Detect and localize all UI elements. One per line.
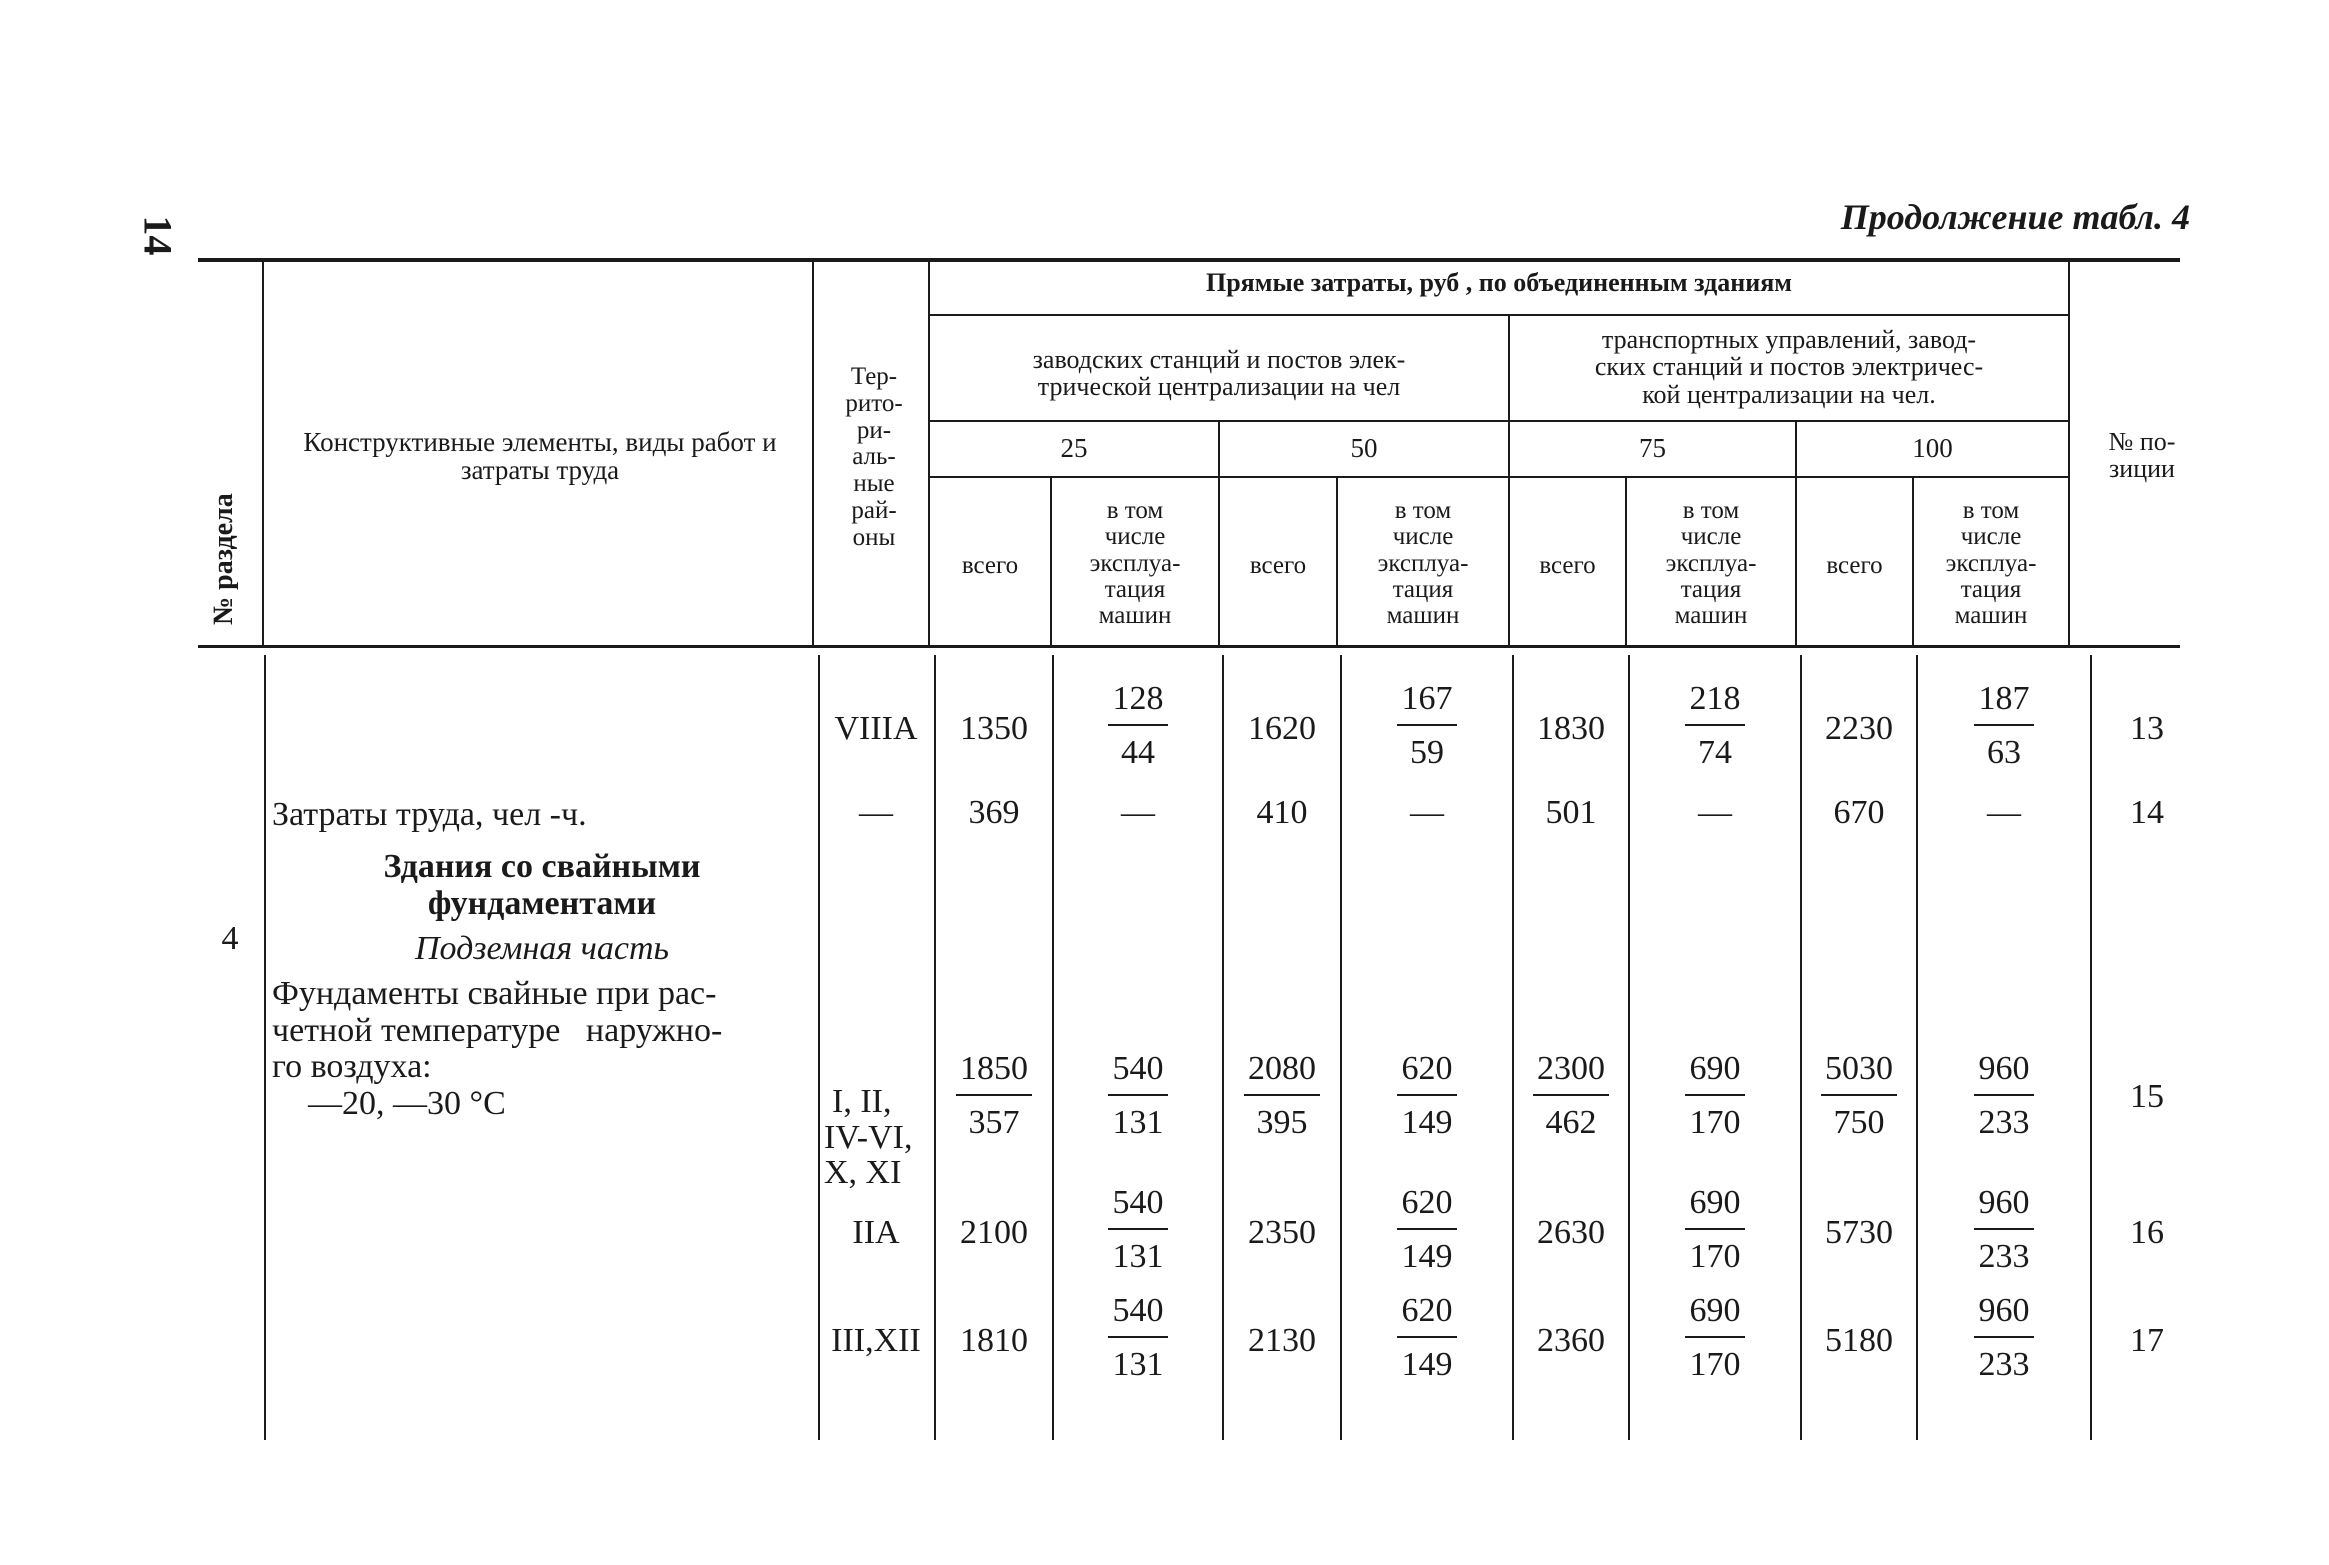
vrule-h1 bbox=[262, 262, 264, 645]
fraction-bottom: 131 bbox=[1112, 1346, 1164, 1383]
section-number: 4 bbox=[221, 920, 239, 957]
regions-line: ри- bbox=[856, 416, 892, 444]
group-a-line: заводских станций и постов элек- bbox=[1032, 345, 1406, 374]
fraction-top: 1850 bbox=[960, 1050, 1028, 1087]
group-a-header bbox=[930, 346, 1508, 401]
total-cell: 2630 bbox=[1537, 1214, 1605, 1251]
fraction-cell bbox=[1054, 682, 1222, 770]
position-no-header bbox=[2072, 428, 2212, 483]
fraction-cell bbox=[1054, 1186, 1222, 1274]
region-line: I, II, bbox=[832, 1083, 892, 1120]
fraction-bottom: 149 bbox=[1401, 1346, 1453, 1383]
fraction-top: 690 bbox=[1689, 1184, 1741, 1221]
heading-line: Здания со свайными bbox=[383, 848, 701, 885]
total-cell: 670 bbox=[1833, 794, 1885, 831]
sub-total-4: всего bbox=[1826, 552, 1883, 579]
fraction-top: 960 bbox=[1978, 1050, 2030, 1087]
region-line: IV-VI, bbox=[824, 1118, 913, 1156]
position-cell: 16 bbox=[2130, 1214, 2164, 1251]
position-cell: 15 bbox=[2130, 1078, 2164, 1115]
fraction-cell bbox=[1342, 682, 1512, 770]
sub-incl-3 bbox=[1627, 498, 1795, 629]
fraction-top: 218 bbox=[1689, 680, 1741, 717]
vrule-b5 bbox=[1222, 655, 1224, 1440]
group-b-line: ских станций и постов электричес- bbox=[1594, 352, 1984, 382]
incl-line: в том bbox=[1962, 497, 2020, 524]
incl-line: числе bbox=[1392, 523, 1454, 551]
incl-line: машин bbox=[1674, 602, 1748, 629]
pile-temp: —20, —30 °С bbox=[308, 1085, 506, 1123]
fraction-cell bbox=[936, 1052, 1052, 1140]
incl-line: тация bbox=[1680, 575, 1742, 603]
fraction-cell bbox=[1918, 1294, 2090, 1382]
fraction-cell bbox=[1054, 1294, 1222, 1382]
vrule-h4 bbox=[2068, 262, 2070, 645]
sub-incl-4 bbox=[1914, 498, 2068, 629]
fraction-top: 2080 bbox=[1248, 1050, 1316, 1087]
direct-costs-header: Прямые затраты, руб , по объединенным зданиям bbox=[1206, 268, 1792, 297]
total-cell: 2130 bbox=[1248, 1322, 1316, 1359]
group-b-line: транспортных управлений, завод- bbox=[1601, 325, 1977, 354]
regions-line: Тер- bbox=[850, 363, 898, 390]
fraction-top: 187 bbox=[1978, 680, 2030, 717]
total-cell: 2100 bbox=[960, 1214, 1028, 1251]
incl-line: тация bbox=[1104, 575, 1166, 603]
fraction-top: 620 bbox=[1401, 1050, 1453, 1087]
vrule-b2 bbox=[818, 655, 820, 1440]
fraction-bottom: 357 bbox=[968, 1104, 1020, 1141]
fraction-bottom: 233 bbox=[1978, 1346, 2030, 1383]
incl-line: в том bbox=[1682, 497, 1740, 524]
vrule-h2 bbox=[812, 262, 814, 645]
position-cell: 13 bbox=[2130, 710, 2164, 747]
total-cell: 2350 bbox=[1248, 1214, 1316, 1251]
regions-line: ные bbox=[853, 470, 895, 497]
total-cell: 2360 bbox=[1537, 1322, 1605, 1359]
pile-line: го воздуха: bbox=[272, 1048, 432, 1086]
section-number-header: № раздела bbox=[208, 493, 239, 625]
header-bottom-rule bbox=[198, 645, 2180, 648]
incl-line: числе bbox=[1680, 523, 1742, 551]
vrule-b7 bbox=[1512, 655, 1514, 1440]
elements-header-text: Конструктивные элементы, виды работ и затраты труда bbox=[303, 427, 777, 486]
incl-line: эксплуа- bbox=[1089, 549, 1181, 577]
sub-incl-1 bbox=[1052, 498, 1218, 629]
vrule-b1 bbox=[264, 655, 266, 1440]
position-line: № по- bbox=[2108, 427, 2176, 456]
fraction-bottom: 170 bbox=[1689, 1104, 1741, 1141]
incl-line: в том bbox=[1394, 497, 1452, 524]
pile-text bbox=[272, 976, 812, 1123]
incl-line: эксплуа- bbox=[1945, 549, 2037, 577]
fraction-top: 690 bbox=[1689, 1050, 1741, 1087]
fraction-cell bbox=[1342, 1294, 1512, 1382]
fraction-bottom: 170 bbox=[1689, 1238, 1741, 1275]
heading-italic: Подземная часть bbox=[414, 930, 670, 967]
total-cell: 1620 bbox=[1248, 710, 1316, 747]
regions-line: аль- bbox=[852, 443, 896, 471]
incl-line: машин bbox=[1098, 602, 1172, 629]
fraction-cell bbox=[1918, 1186, 2090, 1274]
fraction-bottom: 74 bbox=[1698, 734, 1732, 771]
fraction-cell bbox=[1630, 1294, 1800, 1382]
region-cell: — bbox=[859, 794, 893, 831]
incl-line: эксплуа- bbox=[1665, 549, 1757, 577]
sub-total-2: всего bbox=[1249, 552, 1307, 579]
fraction-bottom: 233 bbox=[1978, 1238, 2030, 1275]
pile-line: Фундаменты свайные при рас- bbox=[272, 975, 717, 1012]
group-a-line: трической централизации на чел bbox=[1037, 372, 1401, 402]
position-cell: 17 bbox=[2130, 1322, 2164, 1359]
fraction-cell bbox=[1918, 1052, 2090, 1140]
capacity-100: 100 bbox=[1912, 433, 1953, 463]
incl-line: тация bbox=[1392, 575, 1454, 603]
total-cell: 501 bbox=[1545, 794, 1597, 831]
fraction-cell bbox=[1918, 682, 2090, 770]
incl-cell: — bbox=[1121, 794, 1155, 831]
fraction-top: 2300 bbox=[1537, 1050, 1605, 1087]
fraction-bottom: 395 bbox=[1256, 1104, 1308, 1141]
total-cell: 1350 bbox=[960, 710, 1028, 747]
fraction-bottom: 462 bbox=[1545, 1104, 1597, 1141]
group-b-header bbox=[1510, 326, 2068, 408]
capacity-50: 50 bbox=[1350, 433, 1378, 463]
header-rule-a bbox=[930, 314, 2068, 316]
fraction-top: 620 bbox=[1401, 1292, 1453, 1329]
total-cell: 1830 bbox=[1537, 710, 1605, 747]
header-rule-b bbox=[930, 420, 2068, 422]
group-b-line: кой централизации на чел. bbox=[1642, 379, 1936, 409]
heading-line: фундаментами bbox=[427, 885, 657, 923]
fraction-cell bbox=[1630, 682, 1800, 770]
labor-label: Затраты труда, чел -ч. bbox=[272, 796, 587, 833]
heading-bold bbox=[272, 848, 812, 923]
fraction-cell bbox=[1342, 1052, 1512, 1140]
fraction-bottom: 63 bbox=[1987, 734, 2021, 771]
fraction-top: 960 bbox=[1978, 1184, 2030, 1221]
incl-line: числе bbox=[1960, 523, 2022, 551]
fraction-bottom: 59 bbox=[1410, 734, 1444, 771]
sub-total-1: всего bbox=[961, 552, 1019, 579]
position-line: зиции bbox=[2109, 454, 2175, 484]
fraction-cell bbox=[1054, 1052, 1222, 1140]
fraction-top: 540 bbox=[1112, 1292, 1164, 1329]
region-cell: IIA bbox=[852, 1214, 900, 1251]
incl-line: тация bbox=[1960, 575, 2022, 603]
fraction-top: 540 bbox=[1112, 1050, 1164, 1087]
fraction-bottom: 131 bbox=[1112, 1238, 1164, 1275]
fraction-bottom: 750 bbox=[1833, 1104, 1885, 1141]
fraction-bottom: 233 bbox=[1978, 1104, 2030, 1141]
total-cell: 1810 bbox=[960, 1322, 1028, 1359]
fraction-bottom: 170 bbox=[1689, 1346, 1741, 1383]
region-cell bbox=[818, 1084, 940, 1191]
sub-incl-2 bbox=[1338, 498, 1508, 629]
incl-line: машин bbox=[1954, 602, 2028, 629]
fraction-cell bbox=[1514, 1052, 1628, 1140]
incl-line: в том bbox=[1106, 497, 1164, 524]
incl-cell: — bbox=[1987, 794, 2021, 831]
fraction-cell bbox=[1630, 1052, 1800, 1140]
elements-header bbox=[290, 428, 790, 485]
fraction-top: 540 bbox=[1112, 1184, 1164, 1221]
regions-line: рито- bbox=[845, 389, 903, 417]
sub-total-3: всего bbox=[1539, 552, 1596, 579]
region-cell: III,XII bbox=[831, 1322, 921, 1359]
regions-line: рай- bbox=[851, 496, 897, 524]
capacity-75: 75 bbox=[1639, 433, 1666, 463]
regions-line: оны bbox=[852, 523, 896, 551]
fraction-cell bbox=[1802, 1052, 1916, 1140]
position-cell: 14 bbox=[2130, 794, 2164, 831]
fraction-cell bbox=[1224, 1052, 1340, 1140]
region-cell: VIIIA bbox=[834, 710, 918, 747]
vrule-b11 bbox=[2090, 655, 2092, 1440]
region-line: X, XI bbox=[824, 1154, 902, 1192]
incl-cell: — bbox=[1410, 794, 1444, 831]
fraction-top: 690 bbox=[1689, 1292, 1741, 1329]
fraction-cell bbox=[1342, 1186, 1512, 1274]
vrule-b3 bbox=[934, 655, 936, 1440]
incl-line: эксплуа- bbox=[1377, 549, 1469, 577]
total-cell: 410 bbox=[1256, 794, 1308, 831]
fraction-bottom: 149 bbox=[1401, 1238, 1453, 1275]
total-cell: 369 bbox=[968, 794, 1020, 831]
regions-header bbox=[820, 364, 928, 551]
fraction-bottom: 149 bbox=[1401, 1104, 1453, 1141]
incl-cell: — bbox=[1698, 794, 1732, 831]
total-cell: 5730 bbox=[1825, 1214, 1893, 1251]
table-caption: Продолжение табл. 4 bbox=[1840, 197, 2190, 237]
fraction-top: 620 bbox=[1401, 1184, 1453, 1221]
fraction-top: 5030 bbox=[1825, 1050, 1893, 1087]
fraction-top: 167 bbox=[1401, 680, 1453, 717]
vrule-b9 bbox=[1800, 655, 1802, 1440]
fraction-top: 960 bbox=[1978, 1292, 2030, 1329]
fraction-bottom: 44 bbox=[1121, 734, 1155, 771]
fraction-bottom: 131 bbox=[1112, 1104, 1164, 1141]
total-cell: 2230 bbox=[1825, 710, 1893, 747]
fraction-top: 128 bbox=[1112, 680, 1164, 717]
fraction-cell bbox=[1630, 1186, 1800, 1274]
top-rule bbox=[198, 258, 2180, 262]
incl-line: машин bbox=[1386, 602, 1460, 629]
pile-line: четной температуре наружно- bbox=[272, 1011, 723, 1049]
header-rule-c bbox=[930, 476, 2068, 478]
page-number: 14 bbox=[135, 215, 181, 256]
capacity-25: 25 bbox=[1060, 433, 1088, 463]
total-cell: 5180 bbox=[1825, 1322, 1893, 1359]
incl-line: числе bbox=[1104, 523, 1166, 551]
